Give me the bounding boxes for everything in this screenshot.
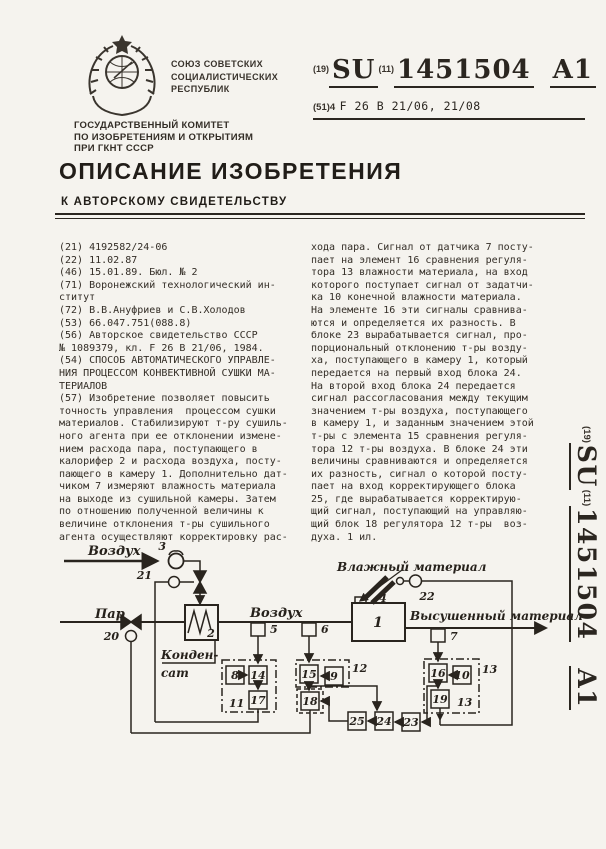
text-line: нием расхода пара, поступающего в (59, 443, 258, 455)
label-air-duct: Воздух (250, 606, 303, 621)
text-line: (57) Изобретение позволяет повысить (59, 393, 270, 405)
text-line: (56) Авторское свидетельство СССР (59, 330, 258, 342)
text-line: сигнал рассогласования между текущим (311, 393, 528, 405)
page-subtitle: К АВТОРСКОМУ СВИДЕТЕЛЬСТВУ (61, 196, 288, 208)
star-icon (112, 35, 132, 54)
text-line: На элементе 16 эти сигналы сравнива- (311, 304, 528, 316)
doc-number-row (313, 55, 596, 85)
kind-code: A1 (550, 55, 596, 88)
text-line: (53) 66.047.751(088.8) (59, 317, 192, 329)
committee-name (74, 120, 253, 155)
sidebar-inid-11: (11) (581, 489, 592, 507)
num-sensor-5: 5 (270, 623, 278, 636)
text-line: значением т-ры воздуха, поступающего (311, 405, 528, 417)
num-sensor-6: 6 (321, 623, 329, 636)
label-wet-material: Влажный материал (337, 560, 487, 574)
text-line: № 1089379, кл. F 26 B 21/06, 1984. (59, 342, 264, 354)
label-steam: Пар (95, 607, 125, 622)
num-valve-20: 20 (103, 630, 119, 643)
text-line: НИЯ ПРОЦЕССОМ КОНВЕКТИВНОЙ СУШКИ МА- (59, 367, 276, 379)
fan-3-symbol (169, 554, 184, 569)
text-line: ного агента при ее отклонении измене- (59, 430, 282, 442)
bibliography-and-abstract-column (59, 242, 315, 544)
feeder-shaft (397, 578, 404, 585)
text-line: материалов. Стабилизируют т-ру сушиль- (59, 418, 288, 430)
inid-51: (51)4 (313, 102, 336, 113)
text-line: на выходе из сушильной камеры. Затем (59, 493, 276, 505)
union-name (171, 58, 278, 96)
num-regulator-11: 11 (229, 697, 245, 710)
text-line: ПО ИЗОБРЕТЕНИЯМ И ОТКРЫТИЯМ (74, 131, 254, 143)
text-line: ка 10 конечной влажности материала. (311, 292, 522, 304)
text-line: хода пара. Сигнал от датчика 7 посту- (311, 242, 534, 253)
text-line: (21) 4192582/24-06 (59, 242, 168, 253)
num-block-19: 19 (432, 693, 448, 706)
sensor-5-symbol (251, 623, 265, 636)
text-line: порциональный отклонению т-ры возду- (311, 342, 528, 354)
air-pipe-corner (184, 561, 201, 571)
inid-19: (19) (313, 64, 330, 74)
sidebar-inid-19: (19) (581, 426, 592, 443)
text-line: (46) 15.01.89. Бюл. № 2 (59, 267, 198, 279)
num-regulator-13: 13 (482, 663, 498, 676)
text-line: СОЮЗ СОВЕТСКИХ (171, 59, 264, 69)
label-air-inlet: Воздух (88, 544, 141, 559)
ussr-emblem (80, 32, 164, 120)
text-line: (72) В.В.Ануфриев и С.В.Холодов (59, 304, 246, 316)
label-condensate-top: Конден- (161, 648, 219, 662)
ipc-row (313, 97, 585, 120)
num-block-25: 25 (349, 715, 365, 728)
num-block-16: 16 (430, 667, 446, 680)
num-block-14: 14 (250, 669, 266, 682)
text-line: (22) 11.02.87 (59, 254, 138, 266)
text-line: блоке 23 вырабатывается сигнал, про- (311, 330, 528, 342)
num-chamber-1: 1 (373, 615, 383, 631)
air-valve-symbol (194, 571, 206, 593)
flow-arrow-19-22 (437, 714, 444, 721)
num-regulator-13b: 13 (457, 696, 473, 709)
text-line: щий сигнал, поступающий на управляю- (311, 506, 528, 518)
inid-11: (11) (378, 64, 394, 74)
num-heater-2: 2 (207, 627, 215, 640)
text-line: ха, поступающего в камеру 1, который (311, 355, 528, 367)
actuator-21-symbol (169, 577, 180, 588)
text-line: ПРИ ГКНТ СССР (74, 143, 154, 154)
sidebar-country-code: SU (569, 443, 601, 490)
doc-number: 1451504 (394, 55, 534, 88)
text-line: духа. 1 ил. (311, 531, 378, 543)
text-line: в камеру 1, и заданным значением этой (311, 418, 534, 430)
abstract-continuation-column (311, 242, 561, 544)
num-fan-3: 3 (158, 540, 166, 553)
num-actuator-22: 22 (419, 590, 435, 603)
label-dry-material: Высушенный материал (410, 609, 583, 623)
text-line: ститут (59, 292, 96, 304)
text-line: (54) СПОСОБ АВТОМАТИЧЕСКОГО УПРАВЛЕ- (59, 355, 276, 367)
text-line: величины сравниваются и определяется (311, 456, 528, 468)
text-line: пающего в камеру 1. Дополнительно дат- (59, 468, 288, 480)
text-line: ГОСУДАРСТВЕННЫЙ КОМИТЕТ (74, 120, 230, 131)
sensor-7-symbol (431, 629, 445, 642)
num-valve-21: 21 (136, 569, 152, 582)
sidebar-doc-number: 1451504 (569, 506, 601, 642)
num-block-23: 23 (403, 716, 419, 729)
text-line: (71) Воронежский технологический ин- (59, 279, 276, 291)
num-block-18: 18 (302, 695, 318, 708)
text-line: т-ры с элемента 15 сравнения регуля- (311, 430, 528, 442)
text-line: которого поступает сигнал от задатчи- (311, 279, 534, 291)
sensor-6-symbol (302, 623, 316, 636)
sidebar-kind-code: A1 (569, 666, 601, 710)
num-block-15: 15 (301, 668, 317, 681)
link-25-18 (321, 701, 348, 721)
num-block-9: 9 (330, 670, 338, 683)
actuator-20-symbol (126, 631, 137, 642)
text-line: щий блок 18 регулятора 12 т-ры воз- (311, 519, 528, 531)
text-line: пает на элемент 16 сравнения регуля- (311, 254, 528, 266)
num-sensor-7: 7 (450, 630, 458, 643)
num-block-8: 8 (231, 669, 239, 682)
page-title: ОПИСАНИЕ ИЗОБРЕТЕНИЯ (59, 158, 403, 184)
label-condensate-bottom: сат (161, 666, 189, 680)
text-line: 25, где вырабатывается корректирую- (311, 493, 522, 505)
num-block-10: 10 (454, 669, 470, 682)
text-line: величине отклонения т-ры сушильного (59, 519, 270, 531)
text-line: калорифер 2 и расхода воздуха, посту- (59, 456, 282, 468)
num-regulator-12: 12 (352, 662, 368, 675)
text-line: пает на вход корректирующего блока (311, 481, 516, 493)
text-line: по отношению полученной величины к (59, 506, 264, 518)
num-block-24: 24 (376, 715, 392, 728)
num-feeder-4: 4 (379, 592, 387, 605)
header-rule (55, 213, 585, 219)
text-line: РЕСПУБЛИК (171, 84, 230, 94)
ipc-class: F 26 B 21/06, 21/08 (339, 99, 481, 113)
text-line: ТЕРИАЛОВ (59, 380, 108, 392)
text-line: чиком 7 измеряют влажность материала (59, 481, 276, 493)
text-line: СОЦИАЛИСТИЧЕСКИХ (171, 71, 279, 82)
actuator-22-symbol (410, 575, 422, 587)
text-line: тора 13 влажности материала, на вход (311, 267, 528, 279)
num-block-17: 17 (250, 694, 266, 707)
text-line: ются и определяется их разность. В (311, 317, 516, 329)
text-line: передается на первый вход блока 24. (311, 367, 522, 379)
country-code: SU (329, 55, 378, 88)
text-line: агента осуществляют корректировку рас- (59, 531, 288, 543)
text-line: точность управления процессом сушки (59, 405, 276, 417)
output-17-line (155, 709, 258, 722)
text-line: их разность, сигнал о которой посту- (311, 468, 528, 480)
text-line: На второй вход блока 24 передается (311, 380, 516, 392)
text-line: тора 12 т-ры воздуха. В блоке 24 эти (311, 443, 528, 455)
process-diagram (0, 538, 606, 750)
